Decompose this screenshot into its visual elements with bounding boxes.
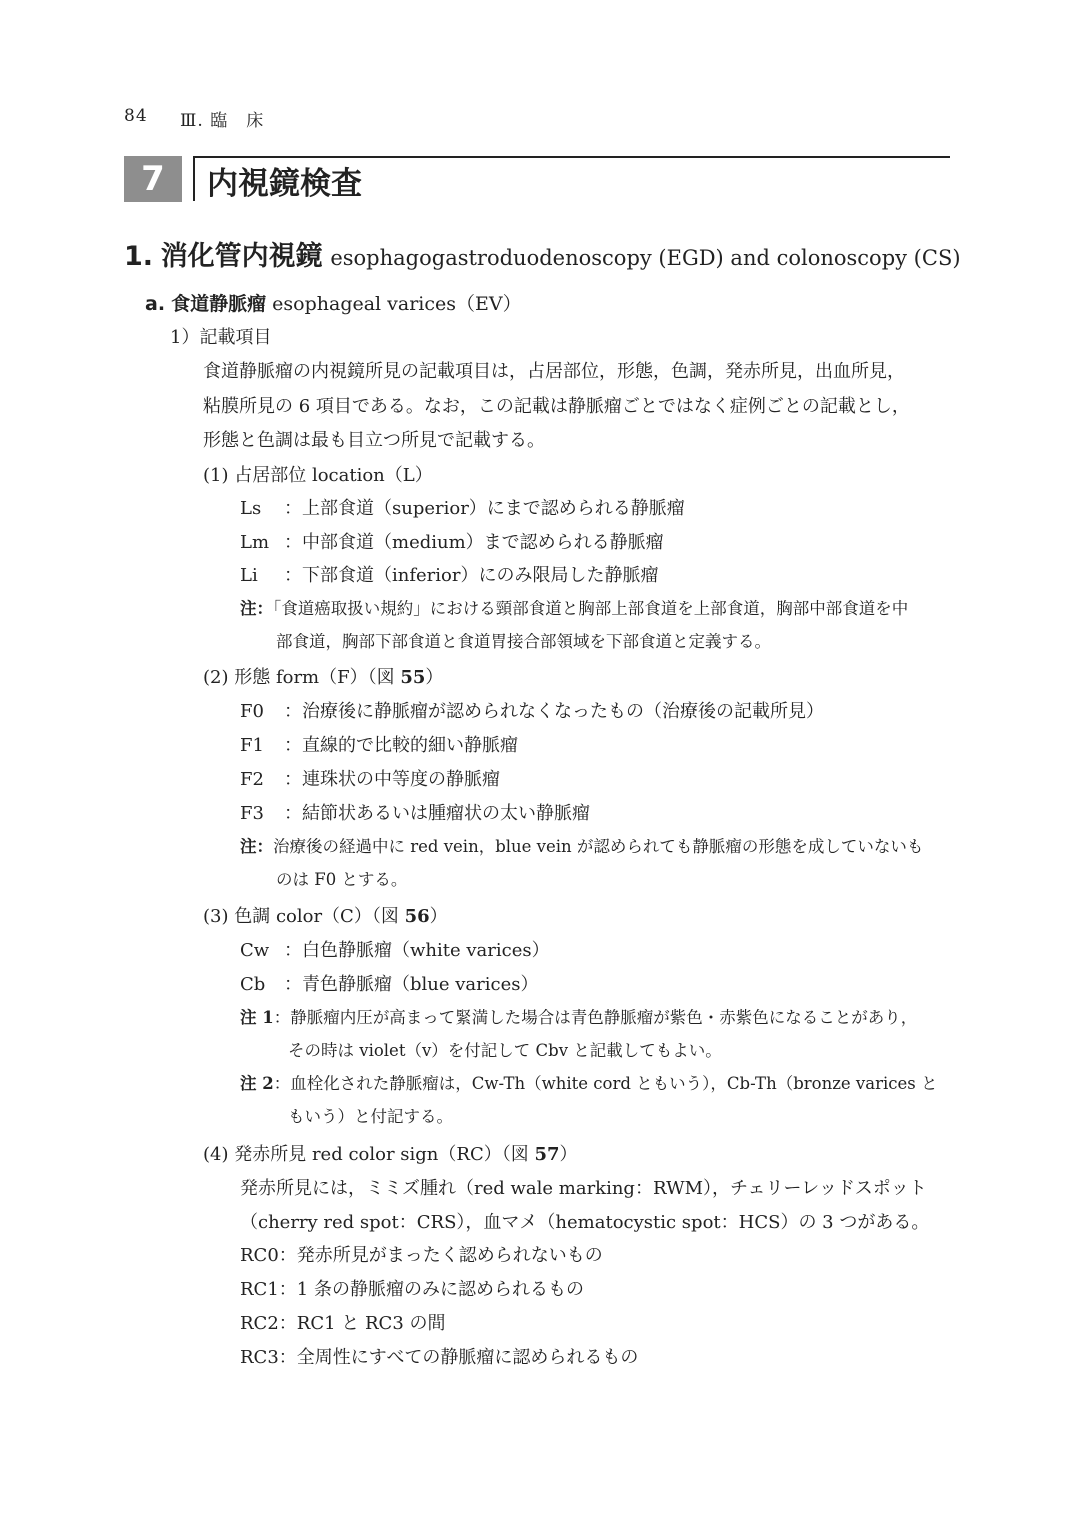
entry-key: Lm (240, 532, 270, 553)
color-note-2-cont: もいう）と付記する。 (288, 1107, 453, 1126)
location-entry (240, 494, 685, 520)
note-label: 注 1 (240, 1008, 274, 1027)
heading-text: ） (559, 1144, 578, 1165)
note-text: 治療後の経過中に red vein，blue vein が認められても静脈瘤の形態を成していないも (273, 837, 924, 856)
figure-ref: 55 (400, 667, 426, 688)
heading-text: (2) 形態 form（F）（図 (203, 667, 401, 688)
form-note (240, 833, 923, 857)
color-note-1-cont: その時は violet（v）を付記して Cbv と記載してもよい。 (288, 1041, 722, 1060)
entry-key: Ls (240, 498, 262, 519)
entry-text: ：青色静脈瘤（blue varices） (284, 974, 539, 995)
heading-text: ） (429, 906, 448, 927)
running-section-title: Ⅲ. 臨 床 (180, 111, 265, 131)
paragraph-line: 発赤所見には，ミミズ腫れ（red wale marking：RWM），チェリーレッドスポット (240, 1178, 927, 1199)
heading-text: (4) 発赤所見 red color sign（RC）（図 (203, 1144, 535, 1165)
heading-text: ） (425, 667, 444, 688)
entry-text: ：白色静脈瘤（white varices） (284, 940, 550, 961)
location-heading: (1) 占居部位 location（L） (203, 465, 433, 486)
section-number: 1. (124, 241, 154, 272)
chapter-side-rule (193, 156, 195, 201)
entry-text: ：治療後に静脈瘤が認められなくなったもの（治療後の記載所見） (284, 701, 824, 722)
form-entry (240, 731, 518, 757)
subsection-title-jp: 食道静脈瘤 (171, 293, 267, 315)
entry-text: ：中部食道（medium）まで認められる静脈瘤 (284, 532, 664, 553)
subsection-heading (145, 289, 522, 316)
note-text: ：静脈瘤内圧が高まって緊満した場合は青色静脈瘤が紫色・赤紫色になることがあり， (273, 1008, 918, 1027)
entry-key: F0 (240, 701, 264, 722)
paragraph-line: （cherry red spot：CRS），血マメ（hematocystic spot：HCS）の 3 つがある。 (240, 1212, 930, 1233)
entry-key: Cw (240, 940, 270, 961)
heading-text: (3) 色調 color（C）（図 (203, 906, 405, 927)
note-text: 「食道癌取扱い規約」における頸部食道と胸部上部食道を上部食道，胸部中部食道を中 (273, 599, 909, 618)
entry-text: ：RC1 と RC3 の間 (278, 1313, 446, 1334)
note-label: 注： (240, 599, 273, 618)
figure-ref: 56 (404, 906, 430, 927)
red-color-heading (203, 1140, 578, 1166)
figure-ref: 57 (534, 1144, 560, 1165)
chapter-number-badge: 7 (124, 156, 182, 202)
red-color-entry (240, 1309, 446, 1335)
entry-text: ：直線的で比較的細い静脈瘤 (284, 735, 518, 756)
entry-key: RC1 (240, 1279, 279, 1300)
entry-text: ：結節状あるいは腫瘤状の太い静脈瘤 (284, 803, 590, 824)
chapter-title: 内視鏡検査 (207, 166, 362, 202)
color-entry (240, 936, 550, 962)
entry-key: Li (240, 565, 258, 586)
color-heading (203, 902, 448, 928)
subsection-title-en: esophageal varices（EV） (272, 293, 522, 315)
entry-key: Cb (240, 974, 266, 995)
entry-key: RC2 (240, 1313, 279, 1334)
paragraph-line: 形態と色調は最も目立つ所見で記載する。 (203, 430, 545, 451)
color-note-1 (240, 1004, 917, 1028)
location-entry (240, 561, 658, 587)
entry-key: F1 (240, 735, 264, 756)
entry-text: ：連珠状の中等度の静脈瘤 (284, 769, 500, 790)
note-label: 注 2 (240, 1074, 274, 1093)
entry-text: ：全周性にすべての静脈瘤に認められるもの (278, 1347, 639, 1368)
location-note-cont: 部食道，胸部下部食道と食道胃接合部領域を下部食道と定義する。 (276, 632, 771, 651)
section-heading (124, 234, 961, 273)
entry-key: RC3 (240, 1347, 279, 1368)
entry-text: ：発赤所見がまったく認められないもの (278, 1245, 603, 1266)
entry-key: F2 (240, 769, 264, 790)
subsection-label: a. (145, 293, 166, 315)
form-note-cont: のは F0 とする。 (276, 870, 408, 889)
location-entry (240, 528, 664, 554)
entry-text: ：上部食道（superior）にまで認められる静脈瘤 (284, 498, 685, 519)
entry-key: RC0 (240, 1245, 279, 1266)
paragraph-line: 粘膜所見の 6 項目である。なお，この記載は静脈瘤ごとではなく症例ごとの記載とし， (203, 396, 910, 417)
note-text: ：血栓化された静脈瘤は，Cw-Th（white cord ともいう），Cb-Th（bronze varices と (273, 1074, 938, 1093)
paragraph-line: 食道静脈瘤の内視鏡所見の記載項目は，占居部位，形態，色調，発赤所見，出血所見， (203, 361, 905, 382)
section-title-jp: 消化管内視鏡 (160, 241, 323, 272)
entry-text: ：下部食道（inferior）にのみ限局した静脈瘤 (284, 565, 659, 586)
color-entry (240, 970, 538, 996)
red-color-entry (240, 1275, 584, 1301)
form-entry (240, 799, 590, 825)
entry-key: F3 (240, 803, 264, 824)
red-color-entry (240, 1343, 638, 1369)
entry-text: ：1 条の静脈瘤のみに認められるもの (278, 1279, 584, 1300)
section-title-en: esophagogastroduodenoscopy (EGD) and colonoscopy (CS) (330, 246, 961, 270)
form-entry (240, 765, 500, 791)
note-label: 注： (240, 837, 273, 856)
form-heading (203, 663, 443, 689)
page-number: 84 (124, 106, 148, 126)
color-note-2 (240, 1070, 937, 1094)
item-heading: 1）記載項目 (170, 327, 272, 348)
form-entry (240, 697, 824, 723)
location-note (240, 595, 908, 619)
red-color-entry (240, 1241, 603, 1267)
